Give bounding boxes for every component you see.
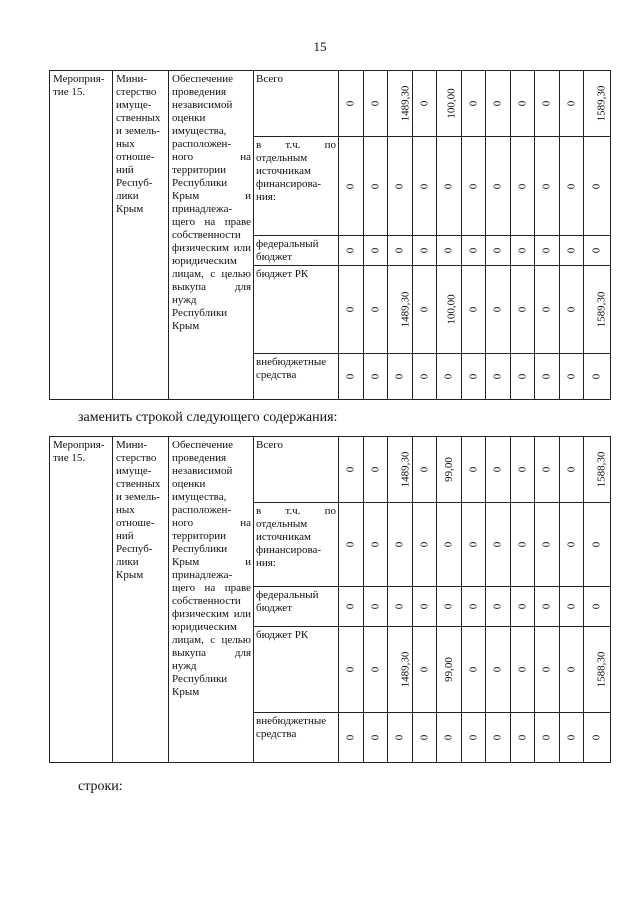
value-text: 0 xyxy=(344,183,357,189)
value-text: 0 xyxy=(467,603,479,610)
value-text: 0 xyxy=(344,466,357,473)
value-cell xyxy=(511,587,535,627)
value-cell xyxy=(511,71,535,137)
value-text: 0 xyxy=(442,734,455,741)
value-text: 1489,30 xyxy=(399,451,412,488)
value-cell xyxy=(560,71,584,137)
value-cell xyxy=(462,236,486,266)
value-text: 0 xyxy=(344,734,357,741)
value-cell xyxy=(364,503,388,587)
value-text: 0 xyxy=(418,603,430,610)
value-text: 0 xyxy=(491,541,504,548)
value-text: 0 xyxy=(516,373,528,380)
value-text: 0 xyxy=(540,466,553,473)
funding-source-cell: внебюджетные средства xyxy=(254,713,339,763)
value-text: 0 xyxy=(565,247,577,254)
value-text: 0 xyxy=(393,541,406,548)
value-text: 0 xyxy=(540,183,553,189)
value-text: 0 xyxy=(491,373,504,380)
value-text: 0 xyxy=(540,734,553,741)
value-cell xyxy=(388,627,413,713)
value-text: 0 xyxy=(565,541,577,548)
value-text: 0 xyxy=(344,541,357,548)
value-cell xyxy=(584,713,611,763)
value-cell xyxy=(339,713,364,763)
value-cell xyxy=(437,354,462,400)
value-cell xyxy=(584,236,611,266)
value-cell xyxy=(511,236,535,266)
value-text: 100,00 xyxy=(445,88,458,119)
value-text: 0 xyxy=(565,373,577,380)
value-text: 0 xyxy=(369,100,381,107)
value-cell xyxy=(486,437,511,503)
value-text: 0 xyxy=(540,603,553,610)
value-cell xyxy=(437,587,462,627)
value-cell xyxy=(486,236,511,266)
value-cell xyxy=(388,71,413,137)
value-cell xyxy=(437,236,462,266)
value-text: 1489,30 xyxy=(399,85,412,122)
value-text: 0 xyxy=(369,466,381,473)
value-cell xyxy=(413,71,437,137)
value-cell xyxy=(486,627,511,713)
value-text: 0 xyxy=(442,603,455,610)
value-cell xyxy=(339,627,364,713)
value-text: 0 xyxy=(344,373,357,380)
funding-source-cell: в т.ч. по отдельным источникам финансирова-ния: xyxy=(254,503,339,587)
value-cell xyxy=(560,713,584,763)
value-cell xyxy=(535,137,560,236)
value-cell xyxy=(462,354,486,400)
value-text: 0 xyxy=(369,306,381,313)
value-cell xyxy=(560,266,584,354)
value-cell xyxy=(413,354,437,400)
page-number: 15 xyxy=(313,39,327,54)
value-cell xyxy=(437,713,462,763)
value-cell xyxy=(388,137,413,236)
value-text: 99,00 xyxy=(442,657,455,682)
value-cell xyxy=(486,713,511,763)
value-text: 0 xyxy=(565,306,577,313)
value-text: 0 xyxy=(565,734,577,741)
value-text: 0 xyxy=(590,247,603,254)
executor-cell: Мини- стерство имуще- ственных и земель- ных отноше- ний Респуб- лики Крым xyxy=(113,437,169,763)
funding-source-cell: бюджет РК xyxy=(254,266,339,354)
value-cell xyxy=(462,437,486,503)
value-text: 0 xyxy=(344,100,357,107)
value-text: 0 xyxy=(393,734,406,741)
value-cell xyxy=(584,627,611,713)
value-text: 0 xyxy=(540,100,553,107)
value-cell xyxy=(364,627,388,713)
value-cell xyxy=(462,627,486,713)
table-row xyxy=(50,71,611,137)
value-text: 1588,30 xyxy=(595,451,608,488)
value-text: 0 xyxy=(516,100,528,107)
description-cell: Обеспечение проведения независимой оценки имущества, расположен-ного на территории Республики Крым и принадлежа-щего на праве собственности физическим или юридическим лицам, с целью выкупа для нужд Республики Крым xyxy=(169,71,254,400)
value-cell xyxy=(535,587,560,627)
value-text: 0 xyxy=(418,734,430,741)
value-cell xyxy=(462,503,486,587)
value-text: 0 xyxy=(516,183,528,189)
value-text: 0 xyxy=(516,466,528,473)
value-cell xyxy=(535,266,560,354)
value-text: 0 xyxy=(369,247,381,254)
value-text: 0 xyxy=(418,666,430,673)
funding-source-cell: Всего xyxy=(254,437,339,503)
value-text: 0 xyxy=(565,666,577,673)
value-cell xyxy=(535,627,560,713)
value-cell xyxy=(511,437,535,503)
value-text: 0 xyxy=(418,100,430,107)
value-text: 0 xyxy=(418,466,430,473)
value-text: 0 xyxy=(491,247,504,254)
value-cell xyxy=(486,503,511,587)
value-text: 0 xyxy=(540,306,553,313)
value-cell xyxy=(388,354,413,400)
value-cell xyxy=(413,137,437,236)
value-text: 0 xyxy=(516,603,528,610)
value-text: 0 xyxy=(369,183,381,189)
value-text: 0 xyxy=(590,734,603,741)
replace-phrase: заменить строкой следующего содержания: xyxy=(78,410,338,425)
value-text: 0 xyxy=(565,100,577,107)
value-text: 0 xyxy=(540,666,553,673)
value-cell xyxy=(388,503,413,587)
value-cell xyxy=(535,503,560,587)
value-cell xyxy=(486,266,511,354)
value-cell xyxy=(388,266,413,354)
value-cell xyxy=(437,627,462,713)
value-cell xyxy=(535,236,560,266)
budget-table-original xyxy=(49,70,611,400)
value-cell xyxy=(413,713,437,763)
value-cell xyxy=(535,71,560,137)
table-row xyxy=(50,437,611,503)
value-text: 0 xyxy=(344,666,357,673)
value-text: 0 xyxy=(393,603,406,610)
value-text: 0 xyxy=(516,666,528,673)
executor-cell: Мини- стерство имуще- ственных и земель- ных отноше- ний Респуб- лики Крым xyxy=(113,71,169,400)
value-text: 0 xyxy=(516,306,528,313)
value-text: 0 xyxy=(491,666,504,673)
value-text: 0 xyxy=(393,373,406,380)
value-text: 0 xyxy=(516,734,528,741)
value-text: 99,00 xyxy=(442,457,455,482)
value-cell xyxy=(364,137,388,236)
value-cell xyxy=(560,236,584,266)
value-cell xyxy=(560,503,584,587)
value-text: 0 xyxy=(418,306,430,313)
value-text: 0 xyxy=(393,183,406,189)
value-text: 0 xyxy=(467,100,479,107)
value-text: 0 xyxy=(442,541,455,548)
value-text: 0 xyxy=(344,306,357,313)
value-cell xyxy=(560,137,584,236)
value-text: 0 xyxy=(442,183,455,189)
value-cell xyxy=(560,587,584,627)
measure-label-cell: Мероприя- тие 15. xyxy=(50,71,113,400)
value-cell xyxy=(584,71,611,137)
value-cell xyxy=(584,354,611,400)
value-cell xyxy=(437,137,462,236)
value-cell xyxy=(339,354,364,400)
value-cell xyxy=(511,266,535,354)
value-text: 0 xyxy=(565,183,577,189)
value-cell xyxy=(339,137,364,236)
value-cell xyxy=(364,713,388,763)
funding-source-cell: федеральный бюджет xyxy=(254,236,339,266)
value-cell xyxy=(364,437,388,503)
value-cell xyxy=(462,71,486,137)
value-cell xyxy=(413,587,437,627)
value-cell xyxy=(388,236,413,266)
value-text: 0 xyxy=(418,373,430,380)
value-text: 0 xyxy=(540,247,553,254)
value-cell xyxy=(584,503,611,587)
value-cell xyxy=(364,587,388,627)
value-cell xyxy=(535,713,560,763)
value-text: 0 xyxy=(590,373,603,380)
value-text: 0 xyxy=(369,541,381,548)
value-cell xyxy=(584,437,611,503)
value-text: 0 xyxy=(467,666,479,673)
value-text: 0 xyxy=(344,603,357,610)
value-text: 0 xyxy=(540,373,553,380)
value-cell xyxy=(339,236,364,266)
value-text: 1589,30 xyxy=(595,85,608,122)
value-cell xyxy=(364,266,388,354)
value-cell xyxy=(339,587,364,627)
funding-source-cell: внебюджетные средства xyxy=(254,354,339,400)
value-cell xyxy=(560,627,584,713)
value-cell xyxy=(339,266,364,354)
value-text: 1489,30 xyxy=(399,291,412,328)
value-text: 0 xyxy=(590,183,603,189)
value-text: 0 xyxy=(516,541,528,548)
value-cell xyxy=(388,437,413,503)
value-text: 0 xyxy=(491,603,504,610)
value-cell xyxy=(364,236,388,266)
value-cell xyxy=(413,503,437,587)
value-cell xyxy=(511,713,535,763)
funding-source-cell: бюджет РК xyxy=(254,627,339,713)
value-cell xyxy=(511,627,535,713)
value-text: 0 xyxy=(467,466,479,473)
value-text: 0 xyxy=(393,247,406,254)
value-text: 0 xyxy=(369,603,381,610)
value-cell xyxy=(364,71,388,137)
value-text: 0 xyxy=(467,183,479,189)
value-cell xyxy=(339,437,364,503)
value-text: 0 xyxy=(418,247,430,254)
value-cell xyxy=(437,266,462,354)
value-cell xyxy=(413,437,437,503)
value-text: 0 xyxy=(344,247,357,254)
value-text: 0 xyxy=(442,247,455,254)
value-cell xyxy=(339,71,364,137)
value-cell xyxy=(437,503,462,587)
value-cell xyxy=(511,354,535,400)
value-cell xyxy=(486,587,511,627)
funding-source-cell: федеральный бюджет xyxy=(254,587,339,627)
rows-phrase: строки: xyxy=(78,779,123,794)
value-text: 1588,30 xyxy=(595,651,608,688)
value-text: 0 xyxy=(516,247,528,254)
value-cell xyxy=(413,266,437,354)
value-cell xyxy=(413,236,437,266)
value-cell xyxy=(462,137,486,236)
value-text: 0 xyxy=(491,183,504,189)
value-text: 0 xyxy=(418,541,430,548)
value-text: 100,00 xyxy=(445,294,458,325)
value-cell xyxy=(584,137,611,236)
value-text: 0 xyxy=(369,666,381,673)
budget-table-replacement xyxy=(49,436,611,763)
value-cell xyxy=(560,354,584,400)
value-text: 0 xyxy=(565,603,577,610)
description-cell: Обеспечение проведения независимой оценки имущества, расположен-ного на территории Республики Крым и принадлежа-щего на праве собственности физическим или юридическим лицам, с целью выкупа для нужд Республики Крым xyxy=(169,437,254,763)
value-text: 0 xyxy=(491,306,504,313)
value-cell xyxy=(486,71,511,137)
value-text: 0 xyxy=(491,466,504,473)
value-text: 1489,30 xyxy=(399,651,412,688)
value-text: 0 xyxy=(467,247,479,254)
value-cell xyxy=(486,354,511,400)
value-text: 0 xyxy=(467,734,479,741)
funding-source-cell: Всего xyxy=(254,71,339,137)
value-cell xyxy=(462,266,486,354)
value-text: 0 xyxy=(467,306,479,313)
value-text: 1589,30 xyxy=(595,291,608,328)
value-cell xyxy=(462,587,486,627)
value-cell xyxy=(437,71,462,137)
value-text: 0 xyxy=(491,100,504,107)
value-cell xyxy=(511,503,535,587)
value-cell xyxy=(339,503,364,587)
value-text: 0 xyxy=(369,734,381,741)
value-cell xyxy=(388,713,413,763)
value-text: 0 xyxy=(467,541,479,548)
value-cell xyxy=(364,354,388,400)
value-cell xyxy=(413,627,437,713)
value-cell xyxy=(535,354,560,400)
value-cell xyxy=(486,137,511,236)
value-text: 0 xyxy=(418,183,430,189)
value-cell xyxy=(584,587,611,627)
value-cell xyxy=(584,266,611,354)
value-text: 0 xyxy=(442,373,455,380)
value-cell xyxy=(462,713,486,763)
value-text: 0 xyxy=(491,734,504,741)
value-text: 0 xyxy=(590,603,603,610)
value-cell xyxy=(388,587,413,627)
measure-label-cell: Мероприя- тие 15. xyxy=(50,437,113,763)
value-text: 0 xyxy=(369,373,381,380)
value-text: 0 xyxy=(565,466,577,473)
funding-source-cell: в т.ч. по отдельным источникам финансирова-ния: xyxy=(254,137,339,236)
value-text: 0 xyxy=(467,373,479,380)
value-cell xyxy=(560,437,584,503)
value-cell xyxy=(511,137,535,236)
value-cell xyxy=(535,437,560,503)
value-text: 0 xyxy=(590,541,603,548)
value-text: 0 xyxy=(540,541,553,548)
value-cell xyxy=(437,437,462,503)
